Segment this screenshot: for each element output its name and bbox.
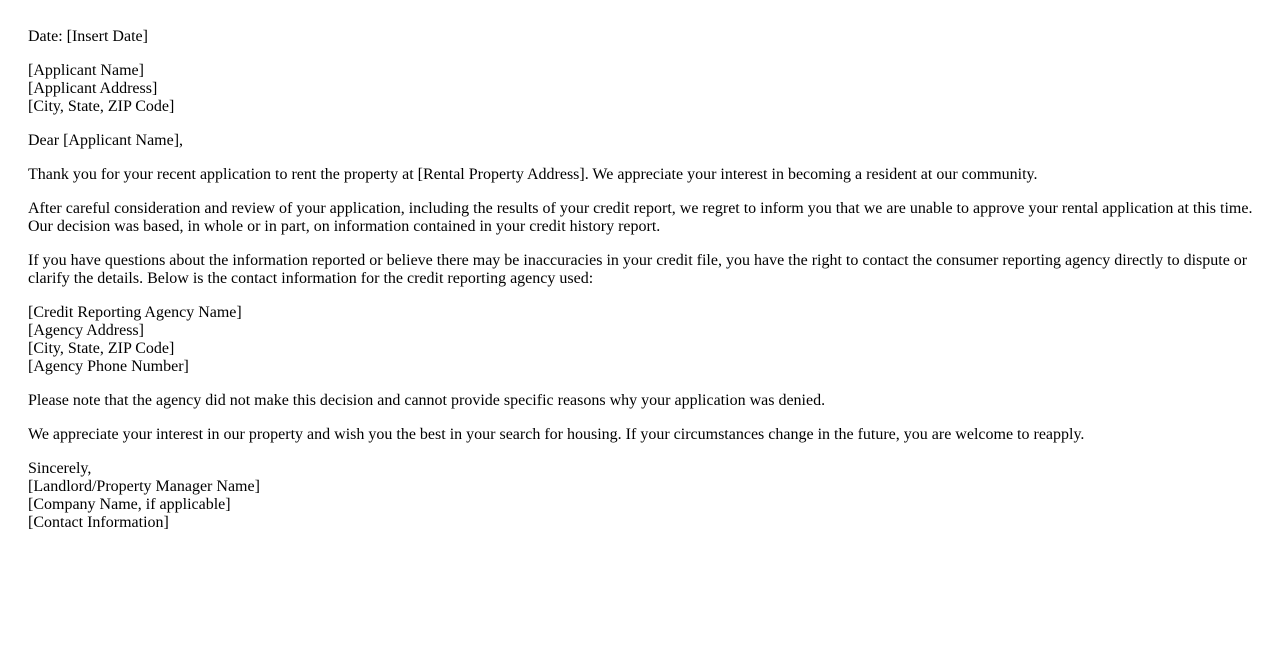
letter-document (28, 28, 1253, 548)
signature-company: [Company Name, if applicable] (28, 496, 231, 513)
agency-city-state-zip: [City, State, ZIP Code] (28, 340, 175, 357)
recipient-address-block (28, 62, 1253, 116)
signature-contact: [Contact Information] (28, 514, 169, 531)
recipient-city-state-zip: [City, State, ZIP Code] (28, 98, 175, 115)
recipient-name: [Applicant Name] (28, 62, 144, 79)
signature-name: [Landlord/Property Manager Name] (28, 478, 260, 495)
paragraph-closing: We appreciate your interest in our property and wish you the best in your search for housing. If your circumstances change in the future, you are welcome to reapply. (28, 426, 1085, 443)
agency-address: [Agency Address] (28, 322, 144, 339)
salutation: Dear [Applicant Name], (28, 132, 184, 149)
paragraph-decision: After careful consideration and review of your application, including the results of your credit report, we regret to inform you that we are unable to approve your rental application at this time. Our decision was based, in whole or in part, on information contained in your credit history report. (28, 200, 1253, 235)
signature-block (28, 460, 1253, 532)
paragraph-dispute: If you have questions about the information reported or believe there may be inaccuracies in your credit file, you have the right to contact the consumer reporting agency directly to dispute or clarify the details. Below is the contact information for the credit reporting agency used: (28, 252, 1248, 287)
recipient-address: [Applicant Address] (28, 80, 158, 97)
paragraph-thanks: Thank you for your recent application to rent the property at [Rental Property Address]. We appreciate your interest in becoming a resident at our community. (28, 166, 1038, 183)
paragraph-note: Please note that the agency did not make this decision and cannot provide specific reasons why your application was denied. (28, 392, 826, 409)
date-line: Date: [Insert Date] (28, 28, 148, 45)
agency-address-block (28, 304, 1253, 376)
agency-name: [Credit Reporting Agency Name] (28, 304, 242, 321)
signature-closing: Sincerely, (28, 460, 92, 477)
agency-phone: [Agency Phone Number] (28, 358, 189, 375)
